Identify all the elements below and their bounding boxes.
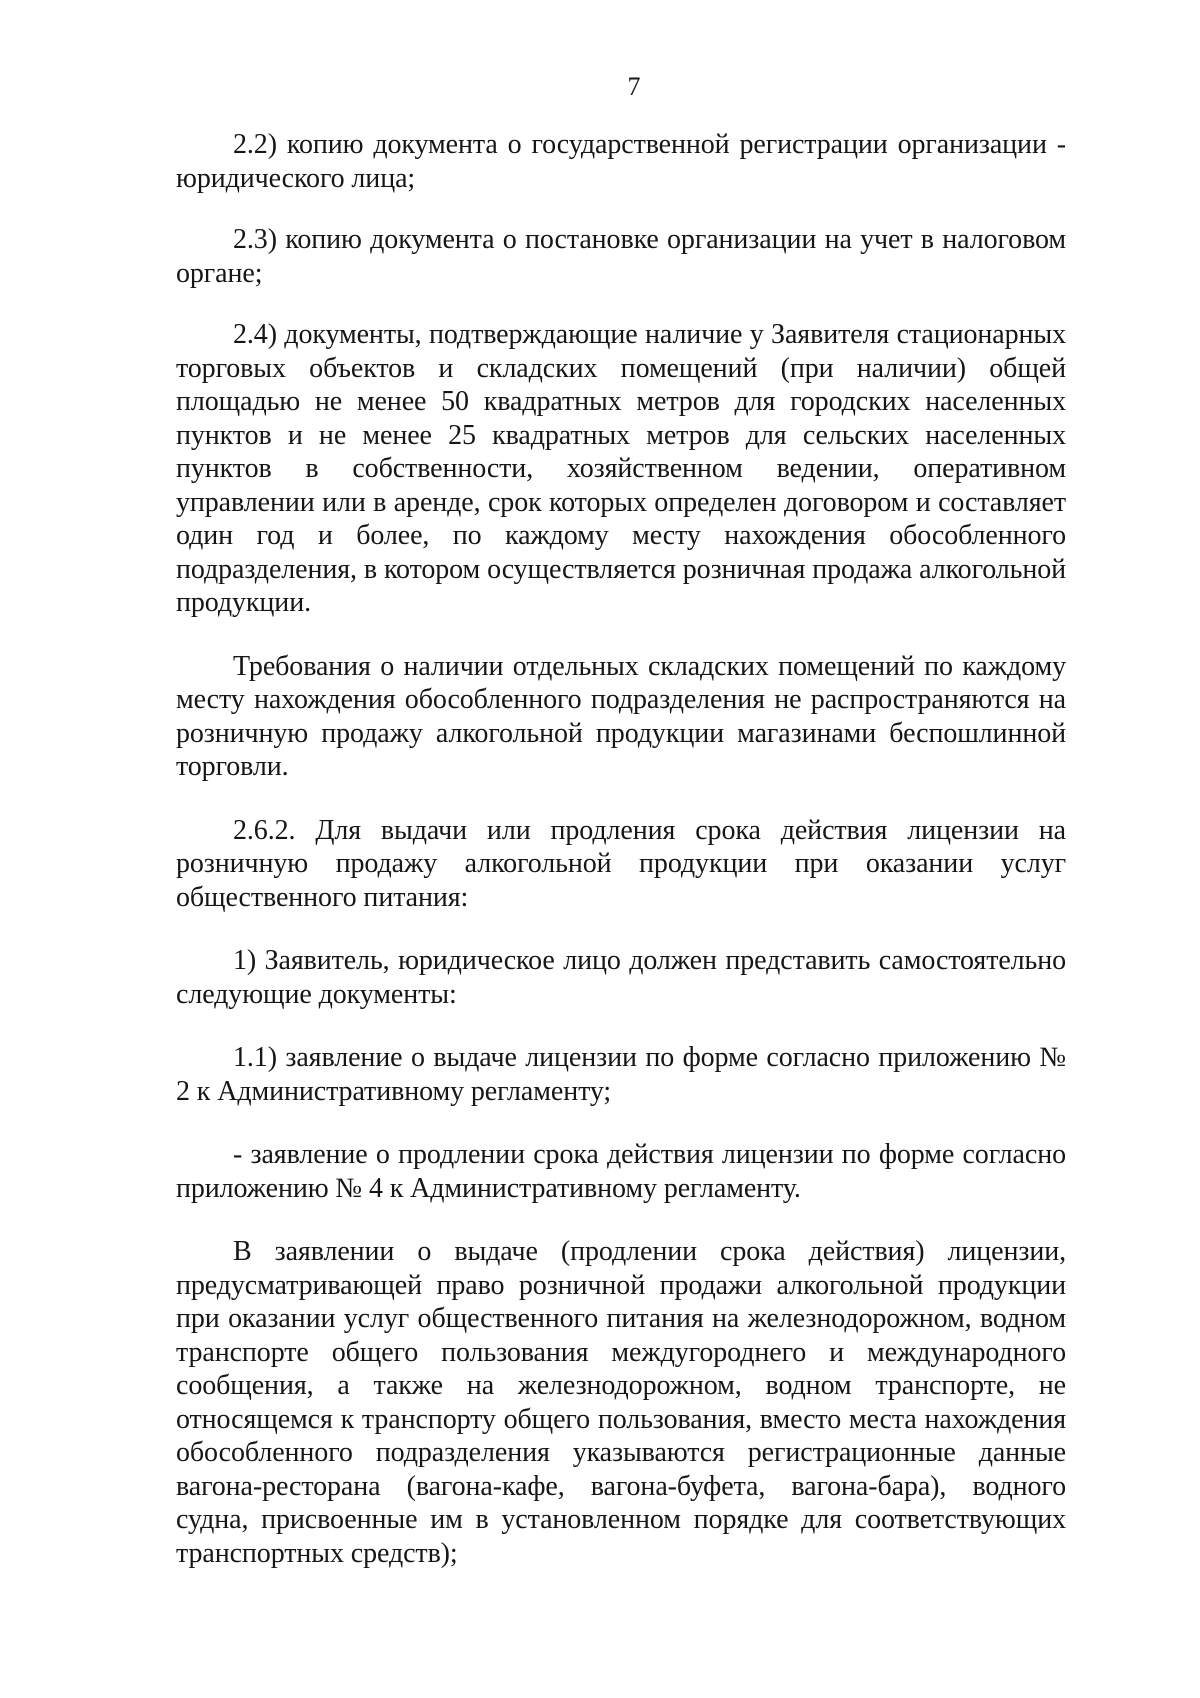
paragraph-extension-application: - заявление о продлении срока действия лицензии по форме согласно приложению № 4 к Административному регламенту. bbox=[176, 1139, 1066, 1204]
paragraph-1-applicant: 1) Заявитель, юридическое лицо должен представить самостоятельно следующие документы: bbox=[176, 945, 1066, 1010]
paragraph-2-4: 2.4) документы, подтверждающие наличие у Заявителя стационарных торговых объектов и складских помещений (при наличии) общей площадью не менее 50 квадратных метров для городских населенных пунктов и не менее 25 квадратных метров для сельских населенных пунктов в собственности, хозяйственном ведении, оперативном управлении или в аренде, срок которых определен договором и составляет один год и более, по каждому месту нахождения обособленного подразделения, в котором осуществляется розничная продажа алкогольной продукции. bbox=[176, 319, 1066, 618]
paragraph-1-1: 1.1) заявление о выдаче лицензии по форме согласно приложению № 2 к Административному регламенту; bbox=[176, 1042, 1066, 1107]
paragraph-storage-requirements: Требования о наличии отдельных складских помещений по каждому месту нахождения обособленного подразделения не распространяются на розничную продажу алкогольной продукции магазинами беспошлинной торговли. bbox=[176, 650, 1066, 782]
paragraph-2-2: 2.2) копию документа о государственной регистрации организации - юридического лица; bbox=[176, 129, 1066, 194]
paragraph-transport-application: В заявлении о выдаче (продлении срока действия) лицензии, предусматривающей право розничной продажи алкогольной продукции при оказании услуг общественного питания на железнодорожном, водном транспорте общего пользования междугороднего и международного сообщения, а также на железнодорожном, водном транспорте, не относящемся к транспорту общего пользования, вместо места нахождения обособленного подразделения указываются регистрационные данные вагона-ресторана (вагона-кафе, вагона-буфета, вагона-бара), водного судна, присвоенные им в установленном порядке для соответствующих транспортных средств); bbox=[176, 1236, 1066, 1569]
page-number: 7 bbox=[627, 72, 641, 101]
paragraph-2-3: 2.3) копию документа о постановке организации на учет в налоговом органе; bbox=[176, 224, 1066, 289]
document-body bbox=[176, 128, 1066, 1600]
paragraph-2-6-2: 2.6.2. Для выдачи или продления срока действия лицензии на розничную продажу алкогольной продукции при оказании услуг общественного питания: bbox=[176, 814, 1066, 913]
